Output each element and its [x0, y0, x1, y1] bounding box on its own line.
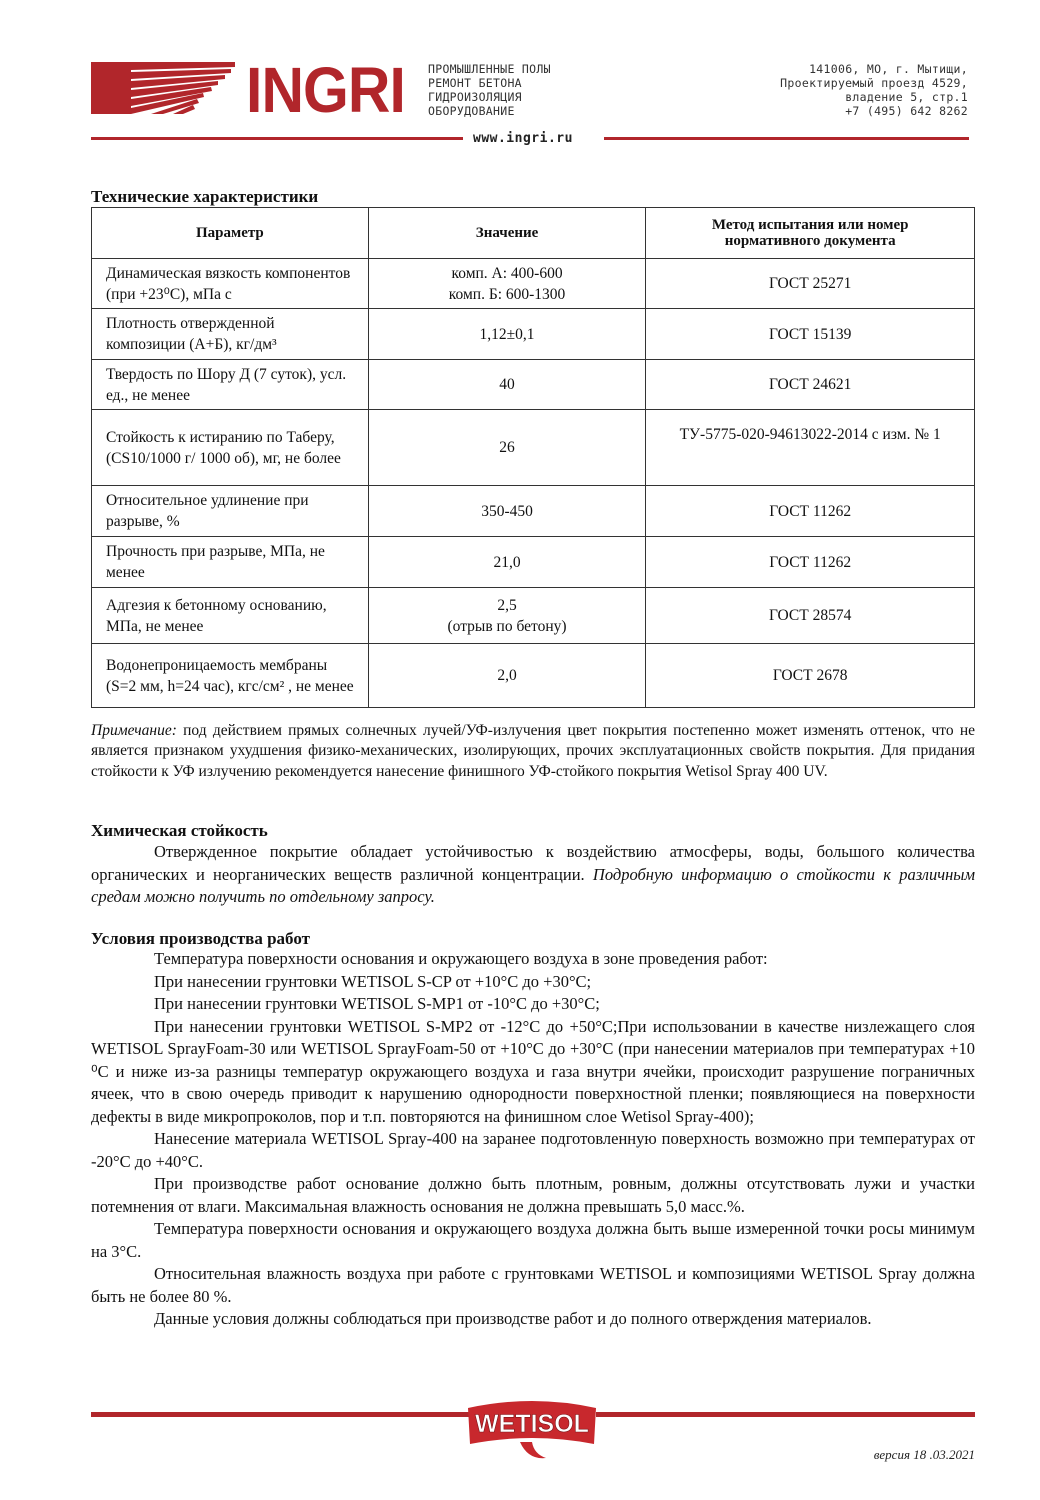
website-link[interactable]: www.ingri.ru	[473, 131, 573, 146]
value-cell: 26	[368, 410, 646, 486]
tech-title: Технические характеристики	[91, 187, 319, 206]
value-cell: 21,0	[368, 537, 646, 588]
param-cell: Адгезия к бетонному основанию, МПа, не менее	[92, 588, 369, 644]
paragraph-text: При производстве работ основание должно быть плотным, ровным, должны отсутствовать лужи и участки потемнения от влаги. Максимальная влажность основания не должна превышать 5,0 масс.%.	[91, 1174, 975, 1216]
chem-italic-text: Подробную информацию о стойкости к различным средам можно получить по отдельному запросу.	[91, 864, 975, 906]
method-cell: ГОСТ 24621	[646, 360, 975, 410]
wetisol-logo	[462, 1398, 602, 1464]
value-cell: 40	[368, 360, 646, 410]
table-row	[92, 644, 975, 708]
conditions-paragraph	[91, 1173, 975, 1218]
wetisol-logo-text: WETISOL	[475, 1410, 589, 1438]
services-list	[428, 62, 551, 118]
service-item: ОБОРУДОВАНИЕ	[428, 104, 515, 118]
conditions-paragraph	[91, 993, 975, 1016]
param-cell: Прочность при разрыве, МПа, не менее	[92, 537, 369, 588]
conditions-paragraph	[91, 971, 975, 994]
conditions-paragraph	[91, 1218, 975, 1263]
paragraph-text: При нанесении грунтовки WETISOL S-MP1 от -10°С до +30°С;	[154, 994, 600, 1013]
value-cell: 1,12±0,1	[368, 309, 646, 360]
param-cell: Твердость по Шору Д (7 суток), усл. ед., не менее	[92, 360, 369, 410]
paragraph-text: Температура поверхности основания и окружающего воздуха в зоне проведения работ:	[154, 949, 768, 968]
footer-rule-right	[596, 1412, 975, 1417]
brand-name: INGRI	[246, 54, 405, 126]
conditions-title: Условия производства работ	[91, 929, 310, 948]
value-cell: комп. А: 400-600 комп. Б: 600-1300	[368, 259, 646, 309]
method-cell: ТУ-5775-020-94613022-2014 с изм. № 1	[646, 410, 975, 486]
address-line: Проектируемый проезд 4529,	[780, 76, 968, 90]
column-header-param: Параметр	[92, 208, 369, 259]
conditions-body	[91, 948, 975, 1331]
service-item: ГИДРОИЗОЛЯЦИЯ	[428, 90, 522, 104]
note-label: Примечание:	[91, 722, 177, 739]
conditions-paragraph	[91, 1308, 975, 1331]
column-header-method: Метод испытания или номер нормативного документа	[646, 208, 975, 259]
method-cell: ГОСТ 2678	[646, 644, 975, 708]
method-cell: ГОСТ 11262	[646, 537, 975, 588]
paragraph-text: При нанесении грунтовки WETISOL S-MP2 от -12°С до +50°С;При использовании в качестве низлежащего слоя WETISOL SprayFoam-30 или WETISOL SprayFoam-50 от +10°С до +30°С (при нанесении материалов при температурах +10 ⁰С и ниже из-за разницы температур окружающего воздуха и газа внутри ячейки, происходит разрушение пограничных ячеек, что в свою очередь приводит к нарушению однородности поверхностной пленки; появляющиеся на поверхности дефекты в виде микропроколов, пор и т.п. повторяются на финишном слое Wetisol Spray-400);	[91, 1016, 975, 1126]
table-header-row	[92, 208, 975, 259]
value-cell: 2,5 (отрыв по бетону)	[368, 588, 646, 644]
value-cell: 2,0	[368, 644, 646, 708]
method-cell: ГОСТ 11262	[646, 486, 975, 537]
address-line: владение 5, стр.1	[845, 90, 968, 104]
table-row	[92, 360, 975, 410]
conditions-paragraph	[91, 1263, 975, 1308]
method-cell: ГОСТ 15139	[646, 309, 975, 360]
param-cell: Плотность отвержденной композиции (А+Б), кг/дм³	[92, 309, 369, 360]
paragraph-text: Данные условия должны соблюдаться при производстве работ и до полного отверждения материалов.	[154, 1309, 872, 1328]
paragraph-text: Относительная влажность воздуха при работе с грунтовками WETISOL и композициями WETISOL Spray должна быть не более 80 %.	[91, 1264, 975, 1306]
chem-text: Отвержденное покрытие обладает устойчивостью к воздействию атмосферы, воды, большого количества органических и неорганических веществ различной концентрации.	[91, 842, 975, 884]
paragraph-text: При нанесении грунтовки WETISOL S-CP от +10°С до +30°С;	[154, 971, 592, 991]
service-item: ПРОМЫШЛЕННЫЕ ПОЛЫ	[428, 62, 551, 76]
chem-title: Химическая стойкость	[91, 821, 268, 840]
table-row	[92, 309, 975, 360]
paragraph-text: Температура поверхности основания и окружающего воздуха должна быть выше измеренной точки росы минимум на 3°С.	[91, 1219, 975, 1261]
param-cell: Динамическая вязкость компонентов (при +23⁰С), мПа с	[92, 259, 369, 309]
ingri-logo-mark	[91, 62, 235, 114]
column-header-value: Значение	[368, 208, 646, 259]
table-row	[92, 259, 975, 309]
paragraph-text: Нанесение материала WETISOL Spray-400 на заранее подготовленную поверхность возможно при температурах от -20°С до +40°С.	[91, 1129, 975, 1171]
company-address	[780, 62, 968, 118]
version-label: версия 18 .03.2021	[873, 1447, 975, 1462]
param-cell: Стойкость к истиранию по Таберу, (CS10/1000 г/ 1000 об), мг, не более	[92, 410, 369, 486]
value-cell: 350-450	[368, 486, 646, 537]
service-item: РЕМОНТ БЕТОНА	[428, 76, 522, 90]
note-text: под действием прямых солнечных лучей/УФ-излучения цвет покрытия постепенно может изменять оттенок, что не является признаком ухудшения физико-механических, изолирующих, прочих эксплуатационных свойств покрытия. Для придания стойкости к УФ излучению рекомендуется нанесение финишного УФ-стойкого покрытия Wetisol Spray 400 UV.	[91, 722, 975, 780]
address-line: 141006, МО, г. Мытищи,	[809, 62, 968, 76]
chem-paragraph	[91, 841, 975, 909]
param-cell: Относительное удлинение при разрыве, %	[92, 486, 369, 537]
table-row	[92, 410, 975, 486]
table-row	[92, 486, 975, 537]
phone: +7 (495) 642 8262	[845, 104, 968, 118]
conditions-paragraph	[91, 948, 975, 971]
method-cell: ГОСТ 28574	[646, 588, 975, 644]
header-rule-right	[604, 137, 969, 140]
param-cell: Водонепроницаемость мембраны (S=2 мм, h=24 час), кгс/см² , не менее	[92, 644, 369, 708]
table-row	[92, 537, 975, 588]
method-cell: ГОСТ 25271	[646, 259, 975, 309]
note-block	[91, 721, 975, 782]
conditions-paragraph	[91, 1016, 975, 1129]
footer-rule-left	[91, 1412, 471, 1417]
header-rule-left	[91, 137, 463, 140]
table-row	[92, 588, 975, 644]
conditions-paragraph	[91, 1128, 975, 1173]
tech-table	[91, 207, 975, 708]
